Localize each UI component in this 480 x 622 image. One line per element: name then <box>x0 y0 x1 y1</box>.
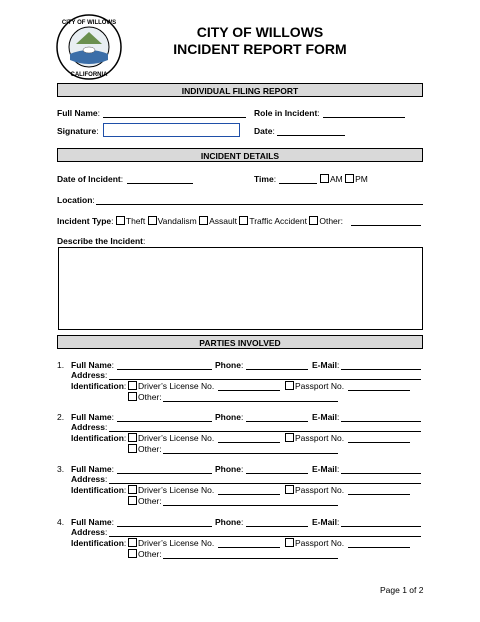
incident-type-row: Incident Type: Theft Vandalism Assault Traffic Accident Other: <box>57 216 343 226</box>
vandalism-checkbox[interactable] <box>148 216 157 225</box>
dl-checkbox[interactable] <box>128 485 137 494</box>
party-email-label: E-Mail: <box>312 464 340 474</box>
party-other-field[interactable] <box>163 558 338 559</box>
party-email-field[interactable] <box>341 526 421 527</box>
party-other-option: Other: <box>128 496 162 506</box>
party-full-name-label: Full Name: <box>71 360 114 370</box>
party-dl-field[interactable] <box>218 442 280 443</box>
party-address-field[interactable] <box>109 431 421 432</box>
form-title-line2: INCIDENT REPORT FORM <box>173 41 347 57</box>
party-phone-field[interactable] <box>246 473 308 474</box>
party-dl-field[interactable] <box>218 494 280 495</box>
pm-label: PM <box>355 174 368 184</box>
party-full-name-field[interactable] <box>117 473 212 474</box>
party-passport-option: Passport No. <box>285 485 344 495</box>
party-number: 4. <box>57 517 65 527</box>
party-dl-field[interactable] <box>218 390 280 391</box>
party-passport-option: Passport No. <box>285 381 344 391</box>
party-email-field[interactable] <box>341 473 421 474</box>
time-field[interactable] <box>279 183 317 184</box>
party-email-label: E-Mail: <box>312 517 340 527</box>
am-pm-options <box>320 174 368 184</box>
party-other-field[interactable] <box>163 401 338 402</box>
other-id-checkbox[interactable] <box>128 392 137 401</box>
dl-checkbox[interactable] <box>128 381 137 390</box>
form-title-line1: CITY OF WILLOWS <box>196 24 324 40</box>
theft-checkbox[interactable] <box>116 216 125 225</box>
party-identification-label: Identification: <box>71 485 127 495</box>
party-identification-label: Identification: <box>71 538 127 548</box>
party-passport-field[interactable] <box>348 547 410 548</box>
type-traffic-label: Traffic Accident <box>249 216 307 226</box>
party-other-field[interactable] <box>163 453 338 454</box>
party-dl-option: Driver’s License No. <box>128 433 214 443</box>
party-phone-field[interactable] <box>246 421 308 422</box>
party-full-name-field[interactable] <box>117 369 212 370</box>
party-email-field[interactable] <box>341 369 421 370</box>
date-field[interactable] <box>277 135 345 136</box>
location-label: Location: <box>57 195 95 205</box>
full-name-label: Full Name: <box>57 108 100 118</box>
passport-checkbox[interactable] <box>285 538 294 547</box>
role-label: Role in Incident: <box>254 108 320 118</box>
party-full-name-label: Full Name: <box>71 517 114 527</box>
page-number: Page 1 of 2 <box>380 585 424 595</box>
party-phone-label: Phone: <box>215 412 244 422</box>
passport-checkbox[interactable] <box>285 485 294 494</box>
party-dl-option: Driver’s License No. <box>128 538 214 548</box>
party-other-option: Other: <box>128 549 162 559</box>
party-phone-label: Phone: <box>215 464 244 474</box>
party-full-name-field[interactable] <box>117 421 212 422</box>
party-address-label: Address: <box>71 422 108 432</box>
party-email-label: E-Mail: <box>312 412 340 422</box>
party-passport-field[interactable] <box>348 390 410 391</box>
party-full-name-field[interactable] <box>117 526 212 527</box>
party-address-label: Address: <box>71 370 108 380</box>
party-full-name-label: Full Name: <box>71 464 114 474</box>
role-field[interactable] <box>323 117 405 118</box>
party-dl-option: Driver’s License No. <box>128 381 214 391</box>
party-address-label: Address: <box>71 527 108 537</box>
other-id-checkbox[interactable] <box>128 496 137 505</box>
type-theft-label: Theft <box>125 216 146 226</box>
svg-text:CALIFORNIA: CALIFORNIA <box>70 72 108 78</box>
party-address-field[interactable] <box>109 536 421 537</box>
section-header-incident: INCIDENT DETAILS <box>57 148 423 162</box>
party-passport-option: Passport No. <box>285 538 344 548</box>
party-phone-label: Phone: <box>215 360 244 370</box>
time-label: Time: <box>254 174 277 184</box>
svg-text:CITY OF WILLOWS: CITY OF WILLOWS <box>61 20 117 26</box>
type-vandalism-label: Vandalism <box>157 216 197 226</box>
party-address-field[interactable] <box>109 379 421 380</box>
party-passport-field[interactable] <box>348 494 410 495</box>
party-passport-option: Passport No. <box>285 433 344 443</box>
party-email-label: E-Mail: <box>312 360 340 370</box>
party-phone-field[interactable] <box>246 526 308 527</box>
describe-incident-textarea[interactable] <box>58 247 423 330</box>
party-phone-label: Phone: <box>215 517 244 527</box>
party-full-name-label: Full Name: <box>71 412 114 422</box>
incident-date-label: Date of Incident: <box>57 174 124 184</box>
party-identification-label: Identification: <box>71 381 127 391</box>
section-header-parties: PARTIES INVOLVED <box>57 335 423 349</box>
type-assault-label: Assault <box>209 216 237 226</box>
dl-checkbox[interactable] <box>128 433 137 442</box>
party-other-field[interactable] <box>163 505 338 506</box>
describe-label: Describe the Incident: <box>57 236 146 246</box>
party-passport-field[interactable] <box>348 442 410 443</box>
party-number: 1. <box>57 360 65 370</box>
incident-date-field[interactable] <box>127 183 193 184</box>
other-id-checkbox[interactable] <box>128 444 137 453</box>
party-address-label: Address: <box>71 474 108 484</box>
party-phone-field[interactable] <box>246 369 308 370</box>
passport-checkbox[interactable] <box>285 381 294 390</box>
party-address-field[interactable] <box>109 483 421 484</box>
location-field[interactable] <box>96 204 423 205</box>
dl-checkbox[interactable] <box>128 538 137 547</box>
party-dl-option: Driver’s License No. <box>128 485 214 495</box>
section-header-filing: INDIVIDUAL FILING REPORT <box>57 83 423 97</box>
party-dl-field[interactable] <box>218 547 280 548</box>
pm-checkbox[interactable] <box>345 174 354 183</box>
date-label: Date: <box>254 126 275 136</box>
party-other-option: Other: <box>128 444 162 454</box>
type-other-label: Other: <box>319 216 343 226</box>
passport-checkbox[interactable] <box>285 433 294 442</box>
city-seal-logo <box>56 14 122 80</box>
party-number: 2. <box>57 412 65 422</box>
party-email-field[interactable] <box>341 421 421 422</box>
assault-checkbox[interactable] <box>199 216 208 225</box>
signature-label: Signature: <box>57 126 99 136</box>
party-other-option: Other: <box>128 392 162 402</box>
signature-field[interactable] <box>103 123 240 137</box>
am-checkbox[interactable] <box>320 174 329 183</box>
other-type-checkbox[interactable] <box>309 216 318 225</box>
party-identification-label: Identification: <box>71 433 127 443</box>
other-id-checkbox[interactable] <box>128 549 137 558</box>
full-name-field[interactable] <box>103 117 246 118</box>
party-number: 3. <box>57 464 65 474</box>
other-type-field[interactable] <box>351 225 421 226</box>
am-label: AM <box>330 174 343 184</box>
traffic-accident-checkbox[interactable] <box>239 216 248 225</box>
